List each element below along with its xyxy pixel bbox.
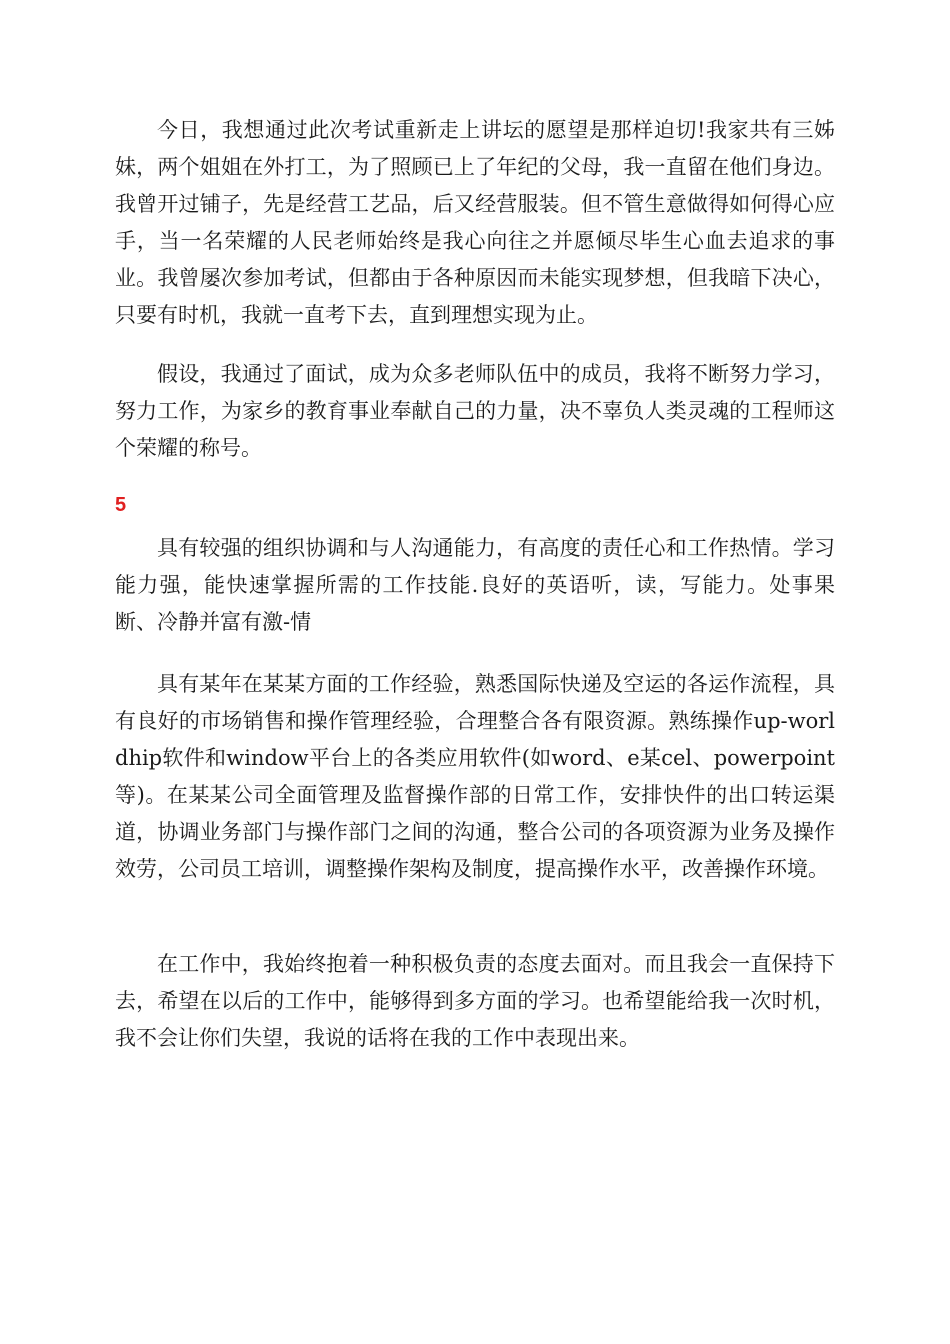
paragraph-abilities: 具有较强的组织协调和与人沟通能力，有高度的责任心和工作热情。学习能力强，能快速掌握所需的工作技能.良好的英语听，读，写能力。处事果断、冷静并富有激-情 bbox=[115, 536, 835, 634]
section-number: 5 bbox=[115, 494, 127, 516]
paragraph-exam-aspiration: 今日，我想通过此次考试重新走上讲坛的愿望是那样迫切!我家共有三姊妹，两个姐姐在外打工，为了照顾已上了年纪的父母，我一直留在他们身边。我曾开过铺子，先是经营工艺品，后又经营服装。但不管生意做得如何得心应手，当一名荣耀的人民老师始终是我心向往之并愿倾尽毕生心血去追求的事业。我曾屡次参加考试，但都由于各种原因而未能实现梦想，但我暗下决心，只要有时机，我就一直考下去，直到理想实现为止。 bbox=[115, 118, 835, 327]
paragraph-teacher-commitment: 假设，我通过了面试，成为众多老师队伍中的成员，我将不断努力学习，努力工作，为家乡的教育事业奉献自己的力量，决不辜负人类灵魂的工程师这个荣耀的称号。 bbox=[115, 362, 835, 460]
paragraph-work-attitude: 在工作中，我始终抱着一种积极负责的态度去面对。而且我会一直保持下去，希望在以后的工作中，能够得到多方面的学习。也希望能给我一次时机，我不会让你们失望，我说的话将在我的工作中表现出来。 bbox=[115, 952, 835, 1050]
paragraph-work-experience: 具有某年在某某方面的工作经验，熟悉国际快递及空运的各运作流程，具有良好的市场销售和操作管理经验，合理整合各有限资源。熟练操作up-worldhip软件和window平台上的各类应用软件(如word、e某cel、powerpoint等)。在某某公司全面管理及监督操作部的日常工作，安排快件的出口转运渠道，协调业务部门与操作部门之间的沟通，整合公司的各项资源为业务及操作效劳，公司员工培训，调整操作架构及制度，提高操作水平，改善操作环境。 bbox=[115, 672, 835, 881]
